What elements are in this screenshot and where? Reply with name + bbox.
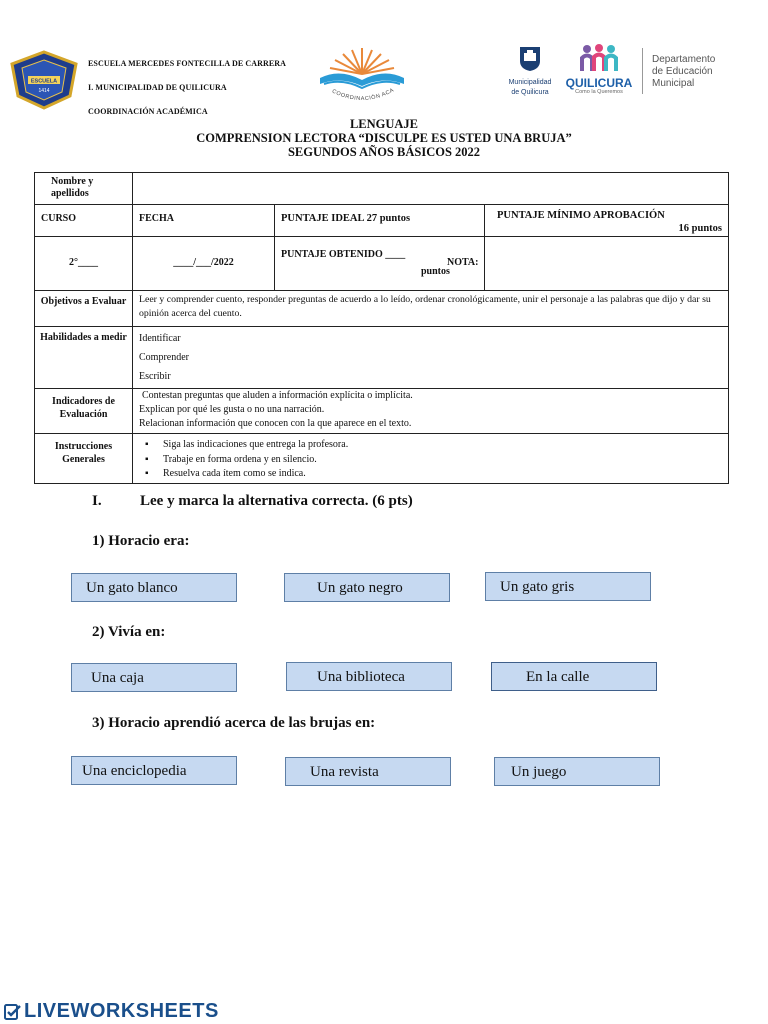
question-1-label: 1) Horacio era: [92,533,190,549]
document-titles [0,117,768,159]
quilicura-name: QUILICURA [565,76,633,90]
header-divider [642,48,643,94]
puntaje-obtenido: PUNTAJE OBTENIDO ____ [281,249,406,260]
indicadores-label: Indicadores de Evaluación [35,389,133,434]
puntaje-minimo: PUNTAJE MÍNIMO APROBACIÓN [497,210,665,221]
muni-text-1: Municipalidad [508,79,552,86]
instrucciones-list [133,434,728,482]
school-info [88,52,286,124]
nombre-field[interactable] [133,173,729,205]
section-title: Lee y marca la alternativa correcta. (6 pts) [140,493,413,509]
instrucciones-cell [133,434,729,484]
nombre-label: Nombre y apellidos [35,173,133,205]
q3-option-c[interactable]: Un juego [494,757,660,786]
municipality-name: I. MUNICIPALIDAD DE QUILICURA [88,83,227,92]
indicador-item: Relacionan información que conocen con la que aparece en el texto. [139,418,412,429]
instruccion-item: ▪ Resuelva cada ítem como se indica. [145,467,722,482]
curso-label: CURSO [35,205,133,237]
coordination-name: COORDINACIÓN ACADÉMICA [88,107,208,116]
fecha-value[interactable]: ____/___/2022 [133,237,275,291]
instruccion-item: ▪ Siga las indicaciones que entrega la profesora. [145,438,722,453]
subject-title: LENGUAJE [349,117,419,131]
q3-option-a[interactable]: Una enciclopedia [71,756,237,785]
depto-line-3: Municipal [652,78,695,89]
puntaje-minimo-cell [485,205,729,237]
curso-value[interactable]: 2°____ [35,237,133,291]
puntaje-minimo-pts: 16 puntos [678,223,723,234]
objetivos-label: Objetivos a Evaluar [35,291,133,327]
fecha-label: FECHA [133,205,275,237]
quilicura-logo [564,44,634,102]
crest-text: ESCUELA [30,78,58,85]
section-number: I. [92,493,102,509]
muni-text-2: de Quilicura [511,89,549,96]
crest-number: 1414 [38,88,50,94]
q3-option-b[interactable]: Una revista [285,757,451,786]
habilidad-item: Comprender [139,352,189,363]
indicador-item: Explican por qué les gusta o no una narración. [139,404,325,415]
main-title: COMPRENSION LECTORA “DISCULPE ES USTED UNA BRUJA” [196,131,572,145]
school-name: ESCUELA MERCEDES FONTECILLA DE CARRERA [88,59,287,68]
indicador-item: Contestan preguntas que aluden a información explícita o implícita. [142,390,413,401]
q2-option-b[interactable]: Una biblioteca [286,662,452,691]
nota-field[interactable] [485,237,729,291]
coord-logo-text: COORDINACIÓN ACA [330,87,396,103]
question-3-label: 3) Horacio aprendió acerca de las brujas en: [92,715,376,731]
school-crest-logo [10,50,78,110]
municipalidad-logo [506,46,554,102]
nota-label: NOTA: [447,257,479,268]
q1-option-a[interactable]: Un gato blanco [71,573,237,602]
depto-line-1: Departamento [652,54,716,65]
habilidades-label: Habilidades a medir [35,327,133,389]
habilidad-item: Identificar [139,333,181,344]
liveworksheets-icon [4,1003,22,1021]
footer-brand-text: LIVEWORKSHEETS [24,1000,219,1022]
level-title: SEGUNDOS AÑOS BÁSICOS 2022 [287,145,481,159]
q2-option-a[interactable]: Una caja [71,663,237,692]
q1-option-b[interactable]: Un gato negro [284,573,450,602]
habilidad-item: Escribir [139,371,171,382]
instrucciones-label: Instrucciones Generales [35,434,133,484]
question-2-label: 2) Vivía en: [92,624,166,640]
objetivos-text: Leer y comprender cuento, responder preguntas de acuerdo a lo leído, ordenar cronológicamente, unir el personaje a las palabras que dijo y dar su opinión acerca del cuento. [133,291,729,327]
puntaje-ideal: PUNTAJE IDEAL 27 puntos [275,205,485,237]
q2-option-c[interactable]: En la calle [491,662,657,691]
puntos-label: puntos [421,266,450,277]
people-icon [579,44,619,72]
q1-option-c[interactable]: Un gato gris [485,572,651,601]
departamento-educacion [652,54,715,90]
liveworksheets-brand [4,1000,219,1023]
indicadores-list [133,389,729,434]
muni-shield-icon [519,46,541,72]
coordinacion-academica-logo [310,44,414,108]
depto-line-2: de Educación [652,66,713,77]
student-info-table [34,172,729,484]
quilicura-tagline: Como la Queremos [575,89,623,95]
section-heading [92,493,413,510]
puntaje-obtenido-cell[interactable] [275,237,485,291]
instruccion-item: ▪ Trabaje en forma ordena y en silencio. [145,453,722,468]
habilidades-list [133,327,729,389]
